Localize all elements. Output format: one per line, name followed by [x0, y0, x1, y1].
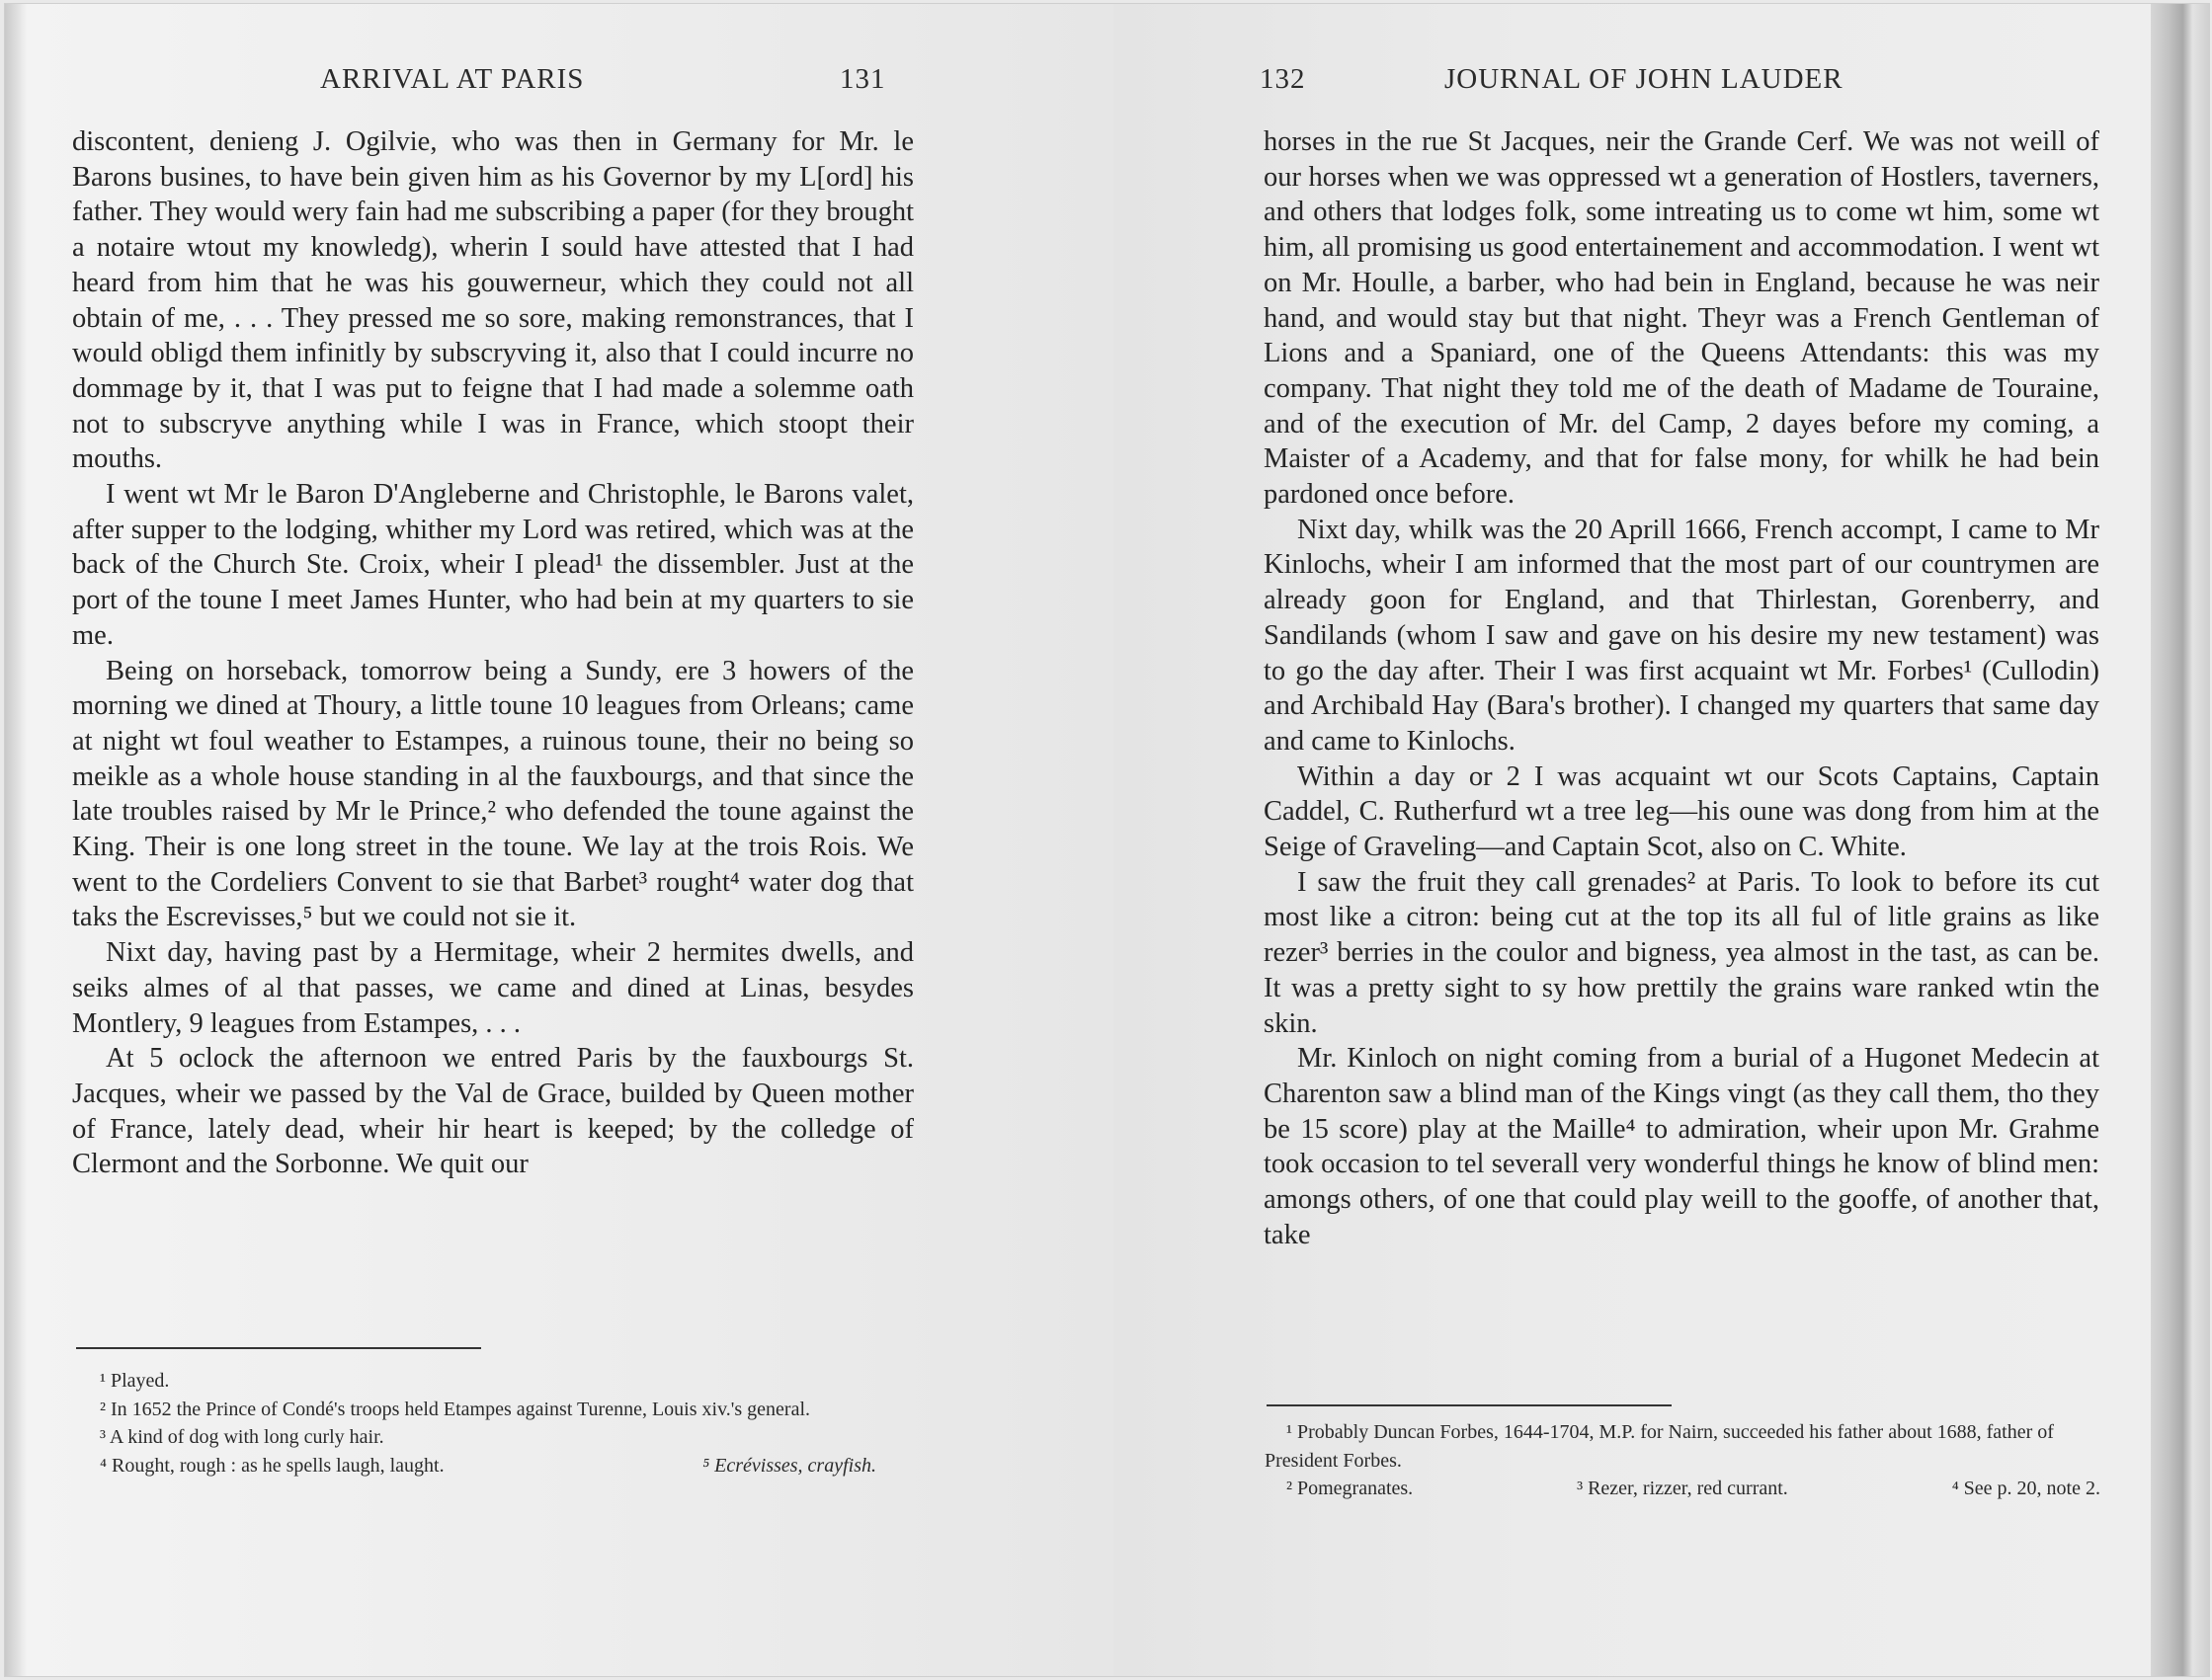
footnotes-right: [1265, 1418, 2100, 1503]
page-number: 132: [1260, 63, 1306, 95]
running-title: ARRIVAL AT PARIS: [320, 63, 585, 95]
footnote: ³ A kind of dog with long curly hair.: [100, 1426, 384, 1448]
body-text-right: [1264, 124, 2099, 1253]
paragraph: discontent, denieng J. Ogilvie, who was then in Germany for Mr. le Barons busines, to have bein given him as his Governor by my L[ord] his father. They would wery fain had me subscribing a paper (for they brought a notaire wtout my knowledg), wherin I sould have attested that I had heard from him that he was his gouwerneur, which they could not all obtain of me, . . . They pressed me so sore, making remonstrances, that I would obligd them infinitly by subscryving it, also that I could incurre no dommage by it, that I was put to feigne that I had made a solemme oath not to subscryve anything while I was in France, which stoopt their mouths.: [72, 126, 914, 475]
footnote: ⁴ Rought, rough : as he spells laugh, laught.: [100, 1454, 445, 1477]
footnote: ² Pomegranates.: [1286, 1478, 1414, 1499]
footnote: ⁵ Ecrévisses, crayfish.: [702, 1454, 876, 1477]
footnotes-left: [78, 1367, 916, 1480]
left-page: [27, 4, 1113, 1676]
paragraph: At 5 oclock the afternoon we entred Paris by the fauxbourgs St. Jacques, wheir we passed by the Val de Grace, builded by Queen mother of France, lately dead, wheir hir heart is keeped; by the colledge of Clermont and the Sorbonne. We quit our: [72, 1043, 914, 1180]
footnote: ¹ Probably Duncan Forbes, 1644-1704, M.P. for Nairn, succeeded his father about 1688, father of President Forbes.: [1265, 1421, 2054, 1472]
outer-page-edge-left: [5, 4, 27, 1676]
footnote: ³ Rezer, rizzer, red currant.: [1577, 1478, 1788, 1499]
paragraph: Being on horseback, tomorrow being a Sundy, ere 3 howers of the morning we dined at Thoury, a little toune 10 leagues from Orleans; came at night wt foul weather to Estampes, a ruinous toune, their no being so meikle as a whole house standing in al the fauxbourgs, and that since the late troubles raised by Mr le Prince,² who defended the toune against the King. Their is one long street in the toune. We lay at the trois Rois. We went to the Cordeliers Convent to sie that Barbet³ rought⁴ water dog that taks the Escrevisses,⁵ but we could not sie it.: [72, 655, 914, 933]
paragraph: Within a day or 2 I was acquaint wt our Scots Captains, Captain Caddel, C. Rutherfurd wt a tree leg—his oune was dong from him at the Seige of Graveling—and Captain Scot, also on C. White.: [1264, 760, 2099, 863]
paragraph: I went wt Mr le Baron D'Angleberne and Christophle, le Barons valet, after supper to the lodging, whither my Lord was retired, which was at the back of the Church Ste. Croix, wheir I plead¹ the dissembler. Just at the port of the toune I meet James Hunter, who had bein at my quarters to sie me.: [72, 479, 914, 651]
paragraph: I saw the fruit they call grenades² at Paris. To look to before its cut most like a citron: being cut at the top its all ful of litle grains as like rezer³ berries in the coulor and bigness, yea almost in the tast, as can be. It was a pretty sight to sy how prettily the grains ware ranked wtin the skin.: [1264, 866, 2099, 1039]
running-head-left: [27, 63, 1113, 103]
page-number: 131: [840, 63, 886, 95]
book-edge-right: [2151, 4, 2209, 1676]
book-spread: [4, 3, 2210, 1677]
paragraph: Nixt day, whilk was the 20 Aprill 1666, French accompt, I came to Mr Kinlochs, wheir I am informed that the most part of our countrymen are already goon for England, and that Thirlestan, Gorenberry, and Sandilands (whom I saw and gave on his desire my new testament) was to go the day after. Their I was first acquaint wt Mr. Forbes¹ (Cullodin) and Archibald Hay (Bara's brother). I changed my quarters that same day and came to Kinlochs.: [1264, 514, 2099, 757]
paragraph: Mr. Kinloch on night coming from a burial of a Hugonet Medecin at Charenton saw a blind man of the Kings vingt (as they call them, tho they be 15 score) play at the Maille⁴ to admiration, wheir upon Mr. Grahme took occasion to tel severall very wonderful things he know of blind men: amongs others, of one that could play weill to the gooffe, of another that, take: [1264, 1043, 2099, 1250]
footnote: ¹ Played.: [100, 1370, 170, 1392]
body-text-left: [72, 124, 914, 1182]
footnote: ² In 1652 the Prince of Condé's troops held Etampes against Turenne, Louis xiv.'s general.: [100, 1398, 811, 1420]
footnote-rule: [1267, 1404, 1672, 1406]
footnote-row: [78, 1452, 916, 1480]
paragraph: Nixt day, having past by a Hermitage, wheir 2 hermites dwells, and seiks almes of al that passes, we came and dined at Linas, besydes Montlery, 9 leagues from Estampes, . . .: [72, 937, 914, 1039]
right-page: [1113, 4, 2151, 1676]
running-head-right: [1113, 63, 2151, 103]
paragraph: horses in the rue St Jacques, neir the Grande Cerf. We was not weill of our horses when we was oppressed wt a generation of Hostlers, taverners, and others that lodges folk, some intreating us to come wt him, some wt him, all promising us good entertainement and accommodation. I went wt on Mr. Houlle, a barber, who had bein in England, because he was neir hand, and would stay but that night. Theyr was a French Gentleman of Lions and a Spaniard, one of the Queens Attendants: this was my company. That night they told me of the death of Madame de Touraine, and of the execution of Mr. del Camp, 2 dayes before my coming, a Maister of a Academy, and that for false mony, for whilk he had bein pardoned once before.: [1264, 126, 2099, 511]
footnote-row: [1265, 1475, 2100, 1503]
running-title: JOURNAL OF JOHN LAUDER: [1444, 63, 1843, 95]
footnote-rule: [76, 1347, 481, 1349]
footnote: ⁴ See p. 20, note 2.: [1951, 1478, 2100, 1499]
